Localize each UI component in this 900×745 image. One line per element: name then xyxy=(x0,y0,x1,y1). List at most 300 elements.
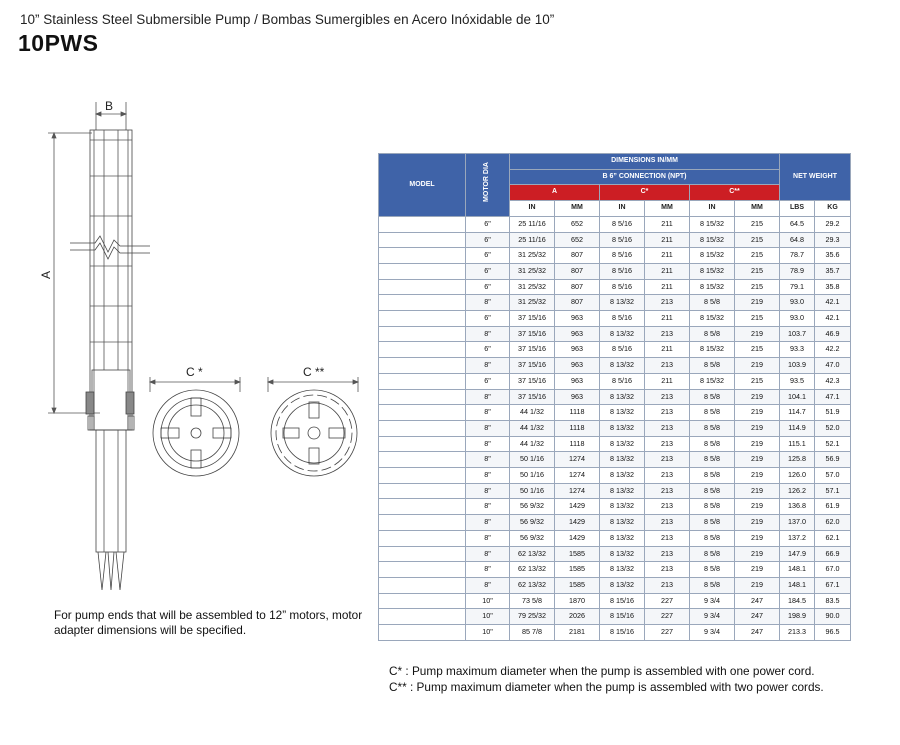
table-cell: 8 13/32 xyxy=(600,295,645,311)
table-cell: 56 9/32 xyxy=(510,499,555,515)
table-cell: 57.1 xyxy=(815,483,851,499)
table-cell: 8" xyxy=(466,358,510,374)
table-cell: 8" xyxy=(466,389,510,405)
model-cell: 10PWS 650G500 xyxy=(379,311,466,327)
table-cell: 8 5/16 xyxy=(600,342,645,358)
table-row xyxy=(379,499,851,515)
table-cell: 219 xyxy=(735,389,780,405)
table-cell: 57.0 xyxy=(815,468,851,484)
table-cell: 219 xyxy=(735,546,780,562)
table-cell: 6" xyxy=(466,342,510,358)
table-cell: 29.3 xyxy=(815,232,851,248)
table-cell: 90.0 xyxy=(815,609,851,625)
table-cell: 8 5/16 xyxy=(600,373,645,389)
model-cell: 10PWS 650G1250H xyxy=(379,530,466,546)
table-row xyxy=(379,468,851,484)
table-cell: 215 xyxy=(735,263,780,279)
table-cell: 8 5/8 xyxy=(690,436,735,452)
table-cell: 37 15/16 xyxy=(510,342,555,358)
page-title: 10PWS xyxy=(18,30,99,56)
model-cell: 10PWS 650G750 xyxy=(379,405,466,421)
table-cell: 8" xyxy=(466,452,510,468)
table-cell: 213 xyxy=(645,452,690,468)
table-cell: 56.9 xyxy=(815,452,851,468)
table-row xyxy=(379,342,851,358)
table-cell: 8 5/16 xyxy=(600,263,645,279)
unit-header: MM xyxy=(645,201,690,217)
table-cell: 211 xyxy=(645,311,690,327)
table-cell: 8 15/16 xyxy=(600,625,645,641)
table-cell: 78.9 xyxy=(780,263,815,279)
table-cell: 62.1 xyxy=(815,530,851,546)
table-cell: 9 3/4 xyxy=(690,593,735,609)
table-row xyxy=(379,609,851,625)
table-cell: 8" xyxy=(466,562,510,578)
table-cell: 51.9 xyxy=(815,405,851,421)
table-cell: 213 xyxy=(645,468,690,484)
table-cell: 219 xyxy=(735,499,780,515)
table-cell: 215 xyxy=(735,232,780,248)
table-cell: 1118 xyxy=(555,436,600,452)
table-row xyxy=(379,436,851,452)
table-cell: 8 13/32 xyxy=(600,562,645,578)
table-row xyxy=(379,625,851,641)
table-cell: 8" xyxy=(466,530,510,546)
table-cell: 1429 xyxy=(555,515,600,531)
table-cell: 1274 xyxy=(555,468,600,484)
table-row xyxy=(379,263,851,279)
table-cell: 211 xyxy=(645,248,690,264)
table-cell: 8 5/8 xyxy=(690,499,735,515)
table-cell: 8 5/8 xyxy=(690,468,735,484)
table-cell: 1585 xyxy=(555,577,600,593)
table-cell: 37 15/16 xyxy=(510,311,555,327)
table-cell: 8 13/32 xyxy=(600,452,645,468)
table-cell: 114.7 xyxy=(780,405,815,421)
table-cell: 213 xyxy=(645,436,690,452)
table-row xyxy=(379,216,851,232)
table-cell: 219 xyxy=(735,295,780,311)
table-cell: 8 5/16 xyxy=(600,279,645,295)
model-cell: 10PWS 650G300 xyxy=(379,248,466,264)
table-cell: 219 xyxy=(735,405,780,421)
table-cell: 652 xyxy=(555,216,600,232)
table-cell: 148.1 xyxy=(780,562,815,578)
table-cell: 47.0 xyxy=(815,358,851,374)
table-cell: 67.0 xyxy=(815,562,851,578)
table-cell: 52.0 xyxy=(815,420,851,436)
table-cell: 50 1/16 xyxy=(510,483,555,499)
table-cell: 219 xyxy=(735,562,780,578)
table-cell: 1585 xyxy=(555,546,600,562)
table-cell: 8 5/8 xyxy=(690,483,735,499)
table-cell: 213 xyxy=(645,358,690,374)
table-cell: 137.2 xyxy=(780,530,815,546)
table-cell: 8 5/16 xyxy=(600,248,645,264)
table-cell: 184.5 xyxy=(780,593,815,609)
table-cell: 219 xyxy=(735,483,780,499)
table-cell: 31 25/32 xyxy=(510,295,555,311)
table-cell: 50 1/16 xyxy=(510,452,555,468)
table-cell: 64.8 xyxy=(780,232,815,248)
table-cell: 807 xyxy=(555,263,600,279)
table-cell: 9 3/4 xyxy=(690,625,735,641)
table-cell: 215 xyxy=(735,248,780,264)
table-row xyxy=(379,546,851,562)
table-row xyxy=(379,389,851,405)
table-cell: 78.7 xyxy=(780,248,815,264)
table-cell: 219 xyxy=(735,577,780,593)
table-cell: 8 13/32 xyxy=(600,326,645,342)
model-cell: 10PWS 650G600 xyxy=(379,373,466,389)
table-row xyxy=(379,279,851,295)
table-cell: 213 xyxy=(645,420,690,436)
table-cell: 10" xyxy=(466,593,510,609)
table-cell: 8 5/16 xyxy=(600,232,645,248)
table-cell: 73 5/8 xyxy=(510,593,555,609)
table-cell: 44 1/32 xyxy=(510,405,555,421)
table-cell: 52.1 xyxy=(815,436,851,452)
table-cell: 2026 xyxy=(555,609,600,625)
table-cell: 147.9 xyxy=(780,546,815,562)
table-cell: 8 13/32 xyxy=(600,389,645,405)
table-cell: 37 15/16 xyxy=(510,326,555,342)
table-cell: 8" xyxy=(466,405,510,421)
table-cell: 213 xyxy=(645,483,690,499)
table-cell: 8" xyxy=(466,515,510,531)
table-cell: 67.1 xyxy=(815,577,851,593)
model-cell: 10PWS 650G150 xyxy=(379,216,466,232)
table-cell: 42.1 xyxy=(815,295,851,311)
table-cell: 8" xyxy=(466,577,510,593)
table-cell: 213 xyxy=(645,562,690,578)
table-cell: 1274 xyxy=(555,452,600,468)
table-cell: 963 xyxy=(555,326,600,342)
table-cell: 50 1/16 xyxy=(510,468,555,484)
model-cell: 10PWS 650G1250SH xyxy=(379,562,466,578)
model-cell: 10PWS 650G250 xyxy=(379,232,466,248)
table-cell: 213 xyxy=(645,530,690,546)
model-cell: 10PWS 650G500 xyxy=(379,326,466,342)
table-row xyxy=(379,452,851,468)
table-cell: 25 11/16 xyxy=(510,216,555,232)
table-cell: 2181 xyxy=(555,625,600,641)
table-cell: 66.9 xyxy=(815,546,851,562)
table-cell: 115.1 xyxy=(780,436,815,452)
model-cell: 10PWS 650G350 xyxy=(379,263,466,279)
table-cell: 963 xyxy=(555,311,600,327)
table-cell: 211 xyxy=(645,232,690,248)
table-cell: 83.5 xyxy=(815,593,851,609)
table-cell: 198.9 xyxy=(780,609,815,625)
label-b: B xyxy=(105,99,114,113)
table-cell: 8 15/32 xyxy=(690,248,735,264)
table-cell: 807 xyxy=(555,279,600,295)
model-cell: 10PWS 650G850 xyxy=(379,436,466,452)
unit-header: IN xyxy=(690,201,735,217)
table-cell: 219 xyxy=(735,358,780,374)
model-cell: 10PWS 650G1500 xyxy=(379,577,466,593)
table-cell: 8 5/8 xyxy=(690,515,735,531)
model-cell: 10PWS 650G1000HH xyxy=(379,483,466,499)
dimensions-table xyxy=(378,153,851,641)
table-cell: 126.2 xyxy=(780,483,815,499)
table-cell: 1870 xyxy=(555,593,600,609)
table-row xyxy=(379,530,851,546)
model-cell: 10PWS 650G400 xyxy=(379,279,466,295)
header-motor-dia: MOTOR DIA xyxy=(466,154,510,217)
unit-header: IN xyxy=(600,201,645,217)
table-cell: 44 1/32 xyxy=(510,420,555,436)
table-cell: 31 25/32 xyxy=(510,248,555,264)
table-cell: 62 13/32 xyxy=(510,577,555,593)
table-cell: 6" xyxy=(466,279,510,295)
table-cell: 29.2 xyxy=(815,216,851,232)
table-row xyxy=(379,515,851,531)
table-cell: 9 3/4 xyxy=(690,609,735,625)
table-cell: 6" xyxy=(466,263,510,279)
table-cell: 213.3 xyxy=(780,625,815,641)
table-cell: 8 13/32 xyxy=(600,483,645,499)
table-cell: 213 xyxy=(645,515,690,531)
table-cell: 8 5/16 xyxy=(600,216,645,232)
table-cell: 8 5/8 xyxy=(690,562,735,578)
model-cell: 10PWS 650G750H xyxy=(379,420,466,436)
table-cell: 62 13/32 xyxy=(510,562,555,578)
table-row xyxy=(379,593,851,609)
table-row xyxy=(379,562,851,578)
table-cell: 44 1/32 xyxy=(510,436,555,452)
table-cell: 219 xyxy=(735,515,780,531)
table-cell: 247 xyxy=(735,609,780,625)
table-cell: 219 xyxy=(735,436,780,452)
table-cell: 247 xyxy=(735,593,780,609)
table-cell: 963 xyxy=(555,389,600,405)
table-cell: 8" xyxy=(466,468,510,484)
table-cell: 8 5/16 xyxy=(600,311,645,327)
table-row xyxy=(379,295,851,311)
table-cell: 10" xyxy=(466,625,510,641)
table-cell: 211 xyxy=(645,373,690,389)
table-cell: 47.1 xyxy=(815,389,851,405)
model-cell: 10PWS 650G1250 xyxy=(379,515,466,531)
model-cell: 10PWS 650G500H xyxy=(379,358,466,374)
table-cell: 8" xyxy=(466,546,510,562)
table-cell: 8 5/8 xyxy=(690,358,735,374)
table-cell: 219 xyxy=(735,452,780,468)
table-cell: 8 15/32 xyxy=(690,342,735,358)
table-cell: 8 5/8 xyxy=(690,405,735,421)
table-row xyxy=(379,248,851,264)
header-model: MODEL xyxy=(379,154,466,217)
model-cell: 10PWS 650G2000 xyxy=(379,625,466,641)
table-cell: 1118 xyxy=(555,420,600,436)
table-row xyxy=(379,483,851,499)
table-cell: 93.5 xyxy=(780,373,815,389)
header-dimensions: DIMENSIONS IN/MM xyxy=(510,154,780,170)
header-c-single: C* xyxy=(600,185,690,201)
table-cell: 104.1 xyxy=(780,389,815,405)
table-cell: 35.8 xyxy=(815,279,851,295)
table-cell: 215 xyxy=(735,216,780,232)
table-cell: 1585 xyxy=(555,562,600,578)
table-cell: 8 15/16 xyxy=(600,593,645,609)
table-cell: 807 xyxy=(555,248,600,264)
unit-header: LBS xyxy=(780,201,815,217)
table-cell: 79 25/32 xyxy=(510,609,555,625)
table-cell: 114.9 xyxy=(780,420,815,436)
table-cell: 8 5/8 xyxy=(690,452,735,468)
table-row xyxy=(379,405,851,421)
model-cell: 10PWS 650G1000H xyxy=(379,468,466,484)
table-cell: 8 5/8 xyxy=(690,420,735,436)
table-cell: 8" xyxy=(466,295,510,311)
table-cell: 213 xyxy=(645,326,690,342)
table-row xyxy=(379,420,851,436)
table-cell: 213 xyxy=(645,389,690,405)
table-cell: 8 15/32 xyxy=(690,373,735,389)
label-c-double: C ** xyxy=(303,365,325,379)
table-cell: 31 25/32 xyxy=(510,279,555,295)
table-cell: 8 5/8 xyxy=(690,577,735,593)
unit-header: MM xyxy=(735,201,780,217)
table-cell: 8 13/32 xyxy=(600,436,645,452)
table-cell: 6" xyxy=(466,311,510,327)
table-cell: 8" xyxy=(466,326,510,342)
table-cell: 213 xyxy=(645,546,690,562)
model-cell: 10PWS 650G400 xyxy=(379,295,466,311)
table-cell: 46.9 xyxy=(815,326,851,342)
table-cell: 8 13/32 xyxy=(600,420,645,436)
table-cell: 215 xyxy=(735,373,780,389)
table-cell: 37 15/16 xyxy=(510,389,555,405)
table-cell: 6" xyxy=(466,216,510,232)
table-cell: 79.1 xyxy=(780,279,815,295)
table-cell: 8 13/32 xyxy=(600,577,645,593)
table-cell: 8 13/32 xyxy=(600,468,645,484)
table-cell: 213 xyxy=(645,295,690,311)
table-cell: 1429 xyxy=(555,530,600,546)
table-cell: 42.3 xyxy=(815,373,851,389)
table-cell: 96.5 xyxy=(815,625,851,641)
table-cell: 8 13/32 xyxy=(600,530,645,546)
table-cell: 31 25/32 xyxy=(510,263,555,279)
table-cell: 963 xyxy=(555,342,600,358)
table-cell: 8 5/8 xyxy=(690,326,735,342)
table-cell: 93.3 xyxy=(780,342,815,358)
table-cell: 35.6 xyxy=(815,248,851,264)
table-row xyxy=(379,326,851,342)
table-cell: 37 15/16 xyxy=(510,358,555,374)
table-cell: 8 15/16 xyxy=(600,609,645,625)
table-cell: 103.7 xyxy=(780,326,815,342)
table-cell: 215 xyxy=(735,279,780,295)
model-cell: 10PWS 650G1000SH xyxy=(379,499,466,515)
table-cell: 6" xyxy=(466,248,510,264)
table-cell: 652 xyxy=(555,232,600,248)
table-cell: 85 7/8 xyxy=(510,625,555,641)
table-cell: 8 13/32 xyxy=(600,358,645,374)
model-cell: 10PWS 650G1750 xyxy=(379,593,466,609)
table-cell: 8 5/8 xyxy=(690,546,735,562)
table-row xyxy=(379,577,851,593)
table-cell: 62 13/32 xyxy=(510,546,555,562)
table-cell: 42.2 xyxy=(815,342,851,358)
table-cell: 963 xyxy=(555,358,600,374)
table-cell: 1118 xyxy=(555,405,600,421)
label-a: A xyxy=(39,270,53,279)
table-cell: 62.0 xyxy=(815,515,851,531)
table-cell: 35.7 xyxy=(815,263,851,279)
table-cell: 211 xyxy=(645,279,690,295)
table-row xyxy=(379,373,851,389)
table-cell: 61.9 xyxy=(815,499,851,515)
table-cell: 137.0 xyxy=(780,515,815,531)
table-cell: 148.1 xyxy=(780,577,815,593)
table-cell: 213 xyxy=(645,499,690,515)
table-cell: 8 15/32 xyxy=(690,311,735,327)
table-cell: 8 5/8 xyxy=(690,295,735,311)
table-cell: 8 15/32 xyxy=(690,263,735,279)
model-cell: 10PWS 650G1250HH xyxy=(379,546,466,562)
table-cell: 247 xyxy=(735,625,780,641)
page-subtitle: 10” Stainless Steel Submersible Pump / Bombas Sumergibles en Acero Inóxidable de 10” xyxy=(20,12,555,27)
table-cell: 6" xyxy=(466,232,510,248)
table-cell: 42.1 xyxy=(815,311,851,327)
table-cell: 8 15/32 xyxy=(690,232,735,248)
footnote-two-cords: C** : Pump maximum diameter when the pump is assembled with two power cords. xyxy=(389,680,824,694)
table-cell: 219 xyxy=(735,468,780,484)
table-cell: 37 15/16 xyxy=(510,373,555,389)
table-cell: 227 xyxy=(645,593,690,609)
table-cell: 126.0 xyxy=(780,468,815,484)
table-cell: 8 13/32 xyxy=(600,405,645,421)
unit-header: IN xyxy=(510,201,555,217)
table-cell: 8" xyxy=(466,436,510,452)
table-cell: 56 9/32 xyxy=(510,515,555,531)
model-cell: 10PWS 650G1750H xyxy=(379,609,466,625)
table-cell: 8" xyxy=(466,483,510,499)
table-cell: 93.0 xyxy=(780,311,815,327)
table-cell: 211 xyxy=(645,342,690,358)
table-row xyxy=(379,311,851,327)
header-a: A xyxy=(510,185,600,201)
adapter-note: For pump ends that will be assembled to 12” motors, motor adapter dimensions will be specified. xyxy=(54,608,363,637)
table-cell: 8 5/8 xyxy=(690,530,735,546)
table-cell: 8 13/32 xyxy=(600,546,645,562)
table-cell: 219 xyxy=(735,530,780,546)
table-cell: 8 15/32 xyxy=(690,279,735,295)
pump-drawing xyxy=(0,80,380,600)
table-cell: 807 xyxy=(555,295,600,311)
table-cell: 103.9 xyxy=(780,358,815,374)
table-cell: 1429 xyxy=(555,499,600,515)
unit-header: KG xyxy=(815,201,851,217)
table-cell: 25 11/16 xyxy=(510,232,555,248)
table-cell: 8 5/8 xyxy=(690,389,735,405)
table-cell: 963 xyxy=(555,373,600,389)
table-cell: 215 xyxy=(735,311,780,327)
model-cell: 10PWS 650G500H xyxy=(379,342,466,358)
table-cell: 8 15/32 xyxy=(690,216,735,232)
table-cell: 8 13/32 xyxy=(600,499,645,515)
table-cell: 1274 xyxy=(555,483,600,499)
table-cell: 64.5 xyxy=(780,216,815,232)
model-cell: 10PWS 650G600 xyxy=(379,389,466,405)
table-cell: 227 xyxy=(645,609,690,625)
table-cell: 213 xyxy=(645,405,690,421)
table-cell: 93.0 xyxy=(780,295,815,311)
